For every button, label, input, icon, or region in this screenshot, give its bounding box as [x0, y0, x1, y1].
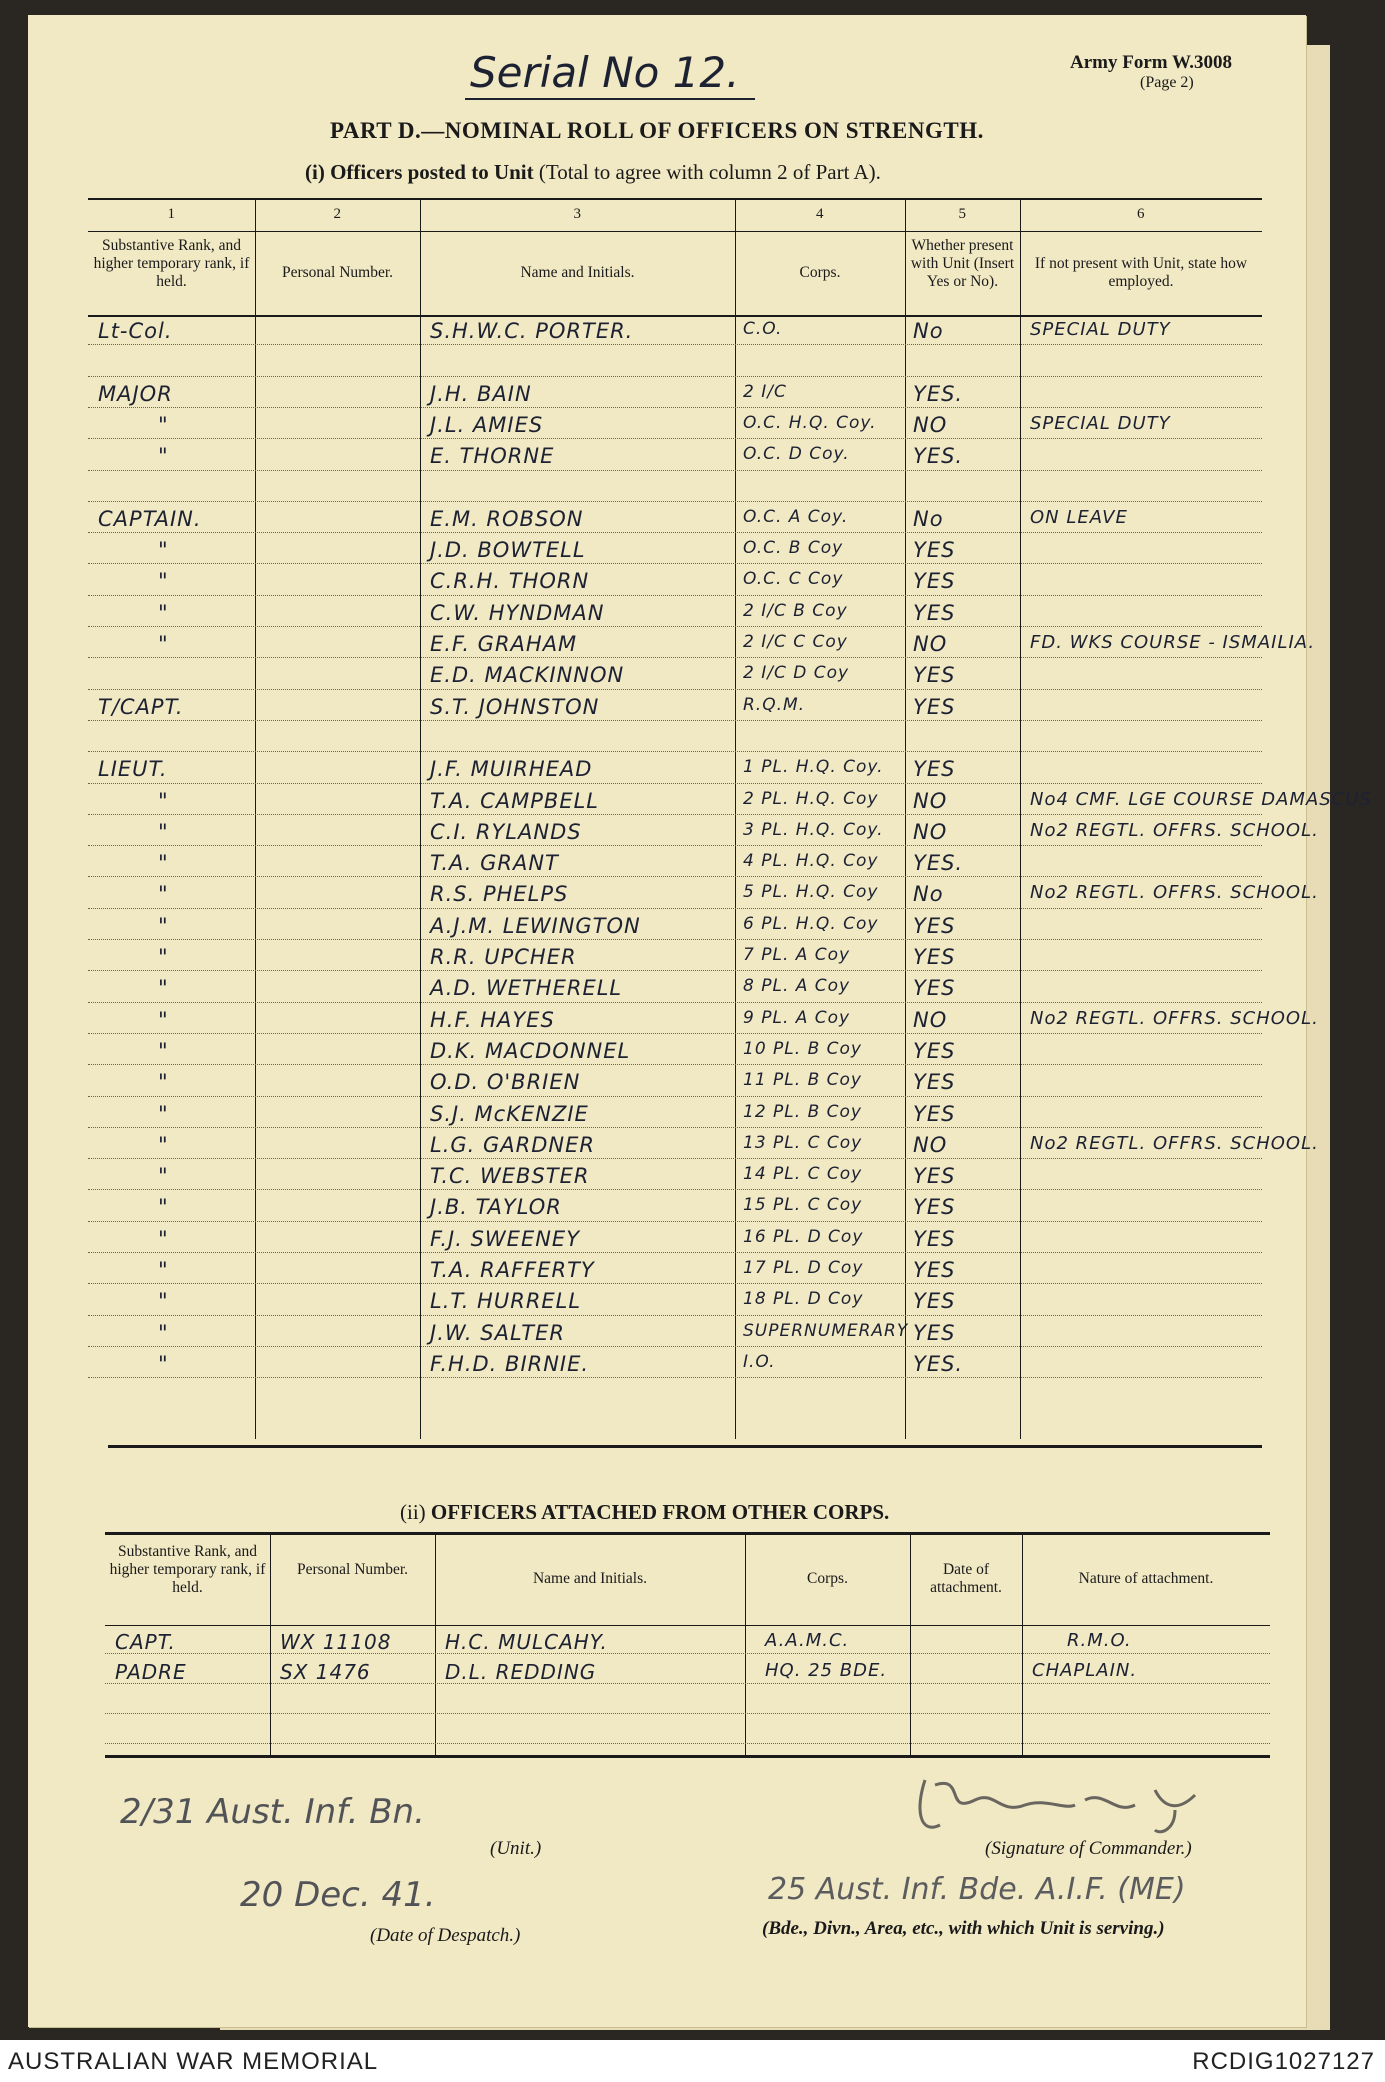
cell-present: YES: [913, 1070, 956, 1095]
cell-name: A.D. WETHERELL: [430, 976, 623, 1001]
cell-corps: 5 PL. H.Q. Coy: [743, 882, 879, 903]
cell-name: T.A. CAMPBELL: [430, 788, 600, 813]
column-number: 2: [333, 206, 341, 222]
cell-rank: ": [158, 632, 169, 656]
cell-employed: FD. WKS COURSE - ISMAILIA.: [1030, 632, 1316, 653]
cell-name: J.F. MUIRHEAD: [430, 757, 593, 782]
cell-name: H.F. HAYES: [430, 1007, 555, 1032]
part-ii-heading: OFFICERS ATTACHED FROM OTHER CORPS.: [430, 1500, 890, 1524]
table-bottom-rule: [108, 1445, 1262, 1448]
column-number: 5: [958, 206, 966, 222]
row-dotted-rule: [88, 344, 1262, 345]
cell-name: S.J. McKENZIE: [430, 1101, 589, 1126]
row-dotted-rule: [88, 845, 1262, 846]
column-number: 1: [167, 206, 175, 222]
part-ii-prefix: (ii): [400, 1500, 426, 1524]
row-dotted-rule: [88, 1252, 1262, 1253]
archive-name: AUSTRALIAN WAR MEMORIAL: [8, 2048, 379, 2075]
cell-name: L.T. HURRELL: [430, 1289, 582, 1314]
cell-rank: ": [158, 1195, 169, 1220]
cell-present: YES: [913, 913, 956, 938]
cell-rank: Lt-Col.: [98, 319, 173, 343]
cell-name: C.I. RYLANDS: [430, 819, 582, 844]
cell-present: NO: [913, 1007, 948, 1032]
column-number-rule: [88, 231, 1262, 232]
cell-corps: SUPERNUMERARY: [743, 1320, 909, 1341]
serial-underline: [465, 98, 755, 100]
cell-employed: No2 REGTL. OFFRS. SCHOOL.: [1030, 819, 1319, 841]
cell-corps: 12 PL. B Coy: [743, 1101, 862, 1122]
cell-corps: 6 PL. H.Q. Coy: [743, 913, 879, 934]
despatch-date-value: 20 Dec. 41.: [240, 1875, 436, 1915]
cell-employed: SPECIAL DUTY: [1030, 319, 1171, 340]
cell-present: YES: [913, 600, 956, 625]
cell-rank: ": [158, 1258, 169, 1282]
cell-present: No: [913, 882, 944, 907]
cell-rank: ": [158, 600, 169, 625]
row-dotted-rule: [88, 1158, 1262, 1159]
row-dotted-rule: [88, 1064, 1262, 1065]
despatch-date-label: (Date of Despatch.): [370, 1925, 521, 1946]
cell-rank: ": [158, 1007, 169, 1032]
column-header: Substantive Rank, and higher temporary rank, if held.: [93, 237, 250, 290]
cell-employed: No2 REGTL. OFFRS. SCHOOL.: [1030, 882, 1319, 904]
cell-corps: 16 PL. D Coy: [743, 1226, 864, 1247]
row-dotted-rule: [88, 626, 1262, 627]
army-form-number: Army Form W.3008: [1070, 52, 1233, 73]
cell-corps: 10 PL. B Coy: [743, 1038, 862, 1059]
cell-corps: 2 I/C D Coy: [743, 663, 850, 684]
brigade-label: (Bde., Divn., Area, etc., with which Unit is serving.): [762, 1918, 1165, 1939]
cell-corps: 2 I/C: [743, 381, 787, 402]
part-d-title: PART D.—NOMINAL ROLL OF OFFICERS ON STRENGTH.: [330, 118, 984, 143]
cell-name: J.L. AMIES: [430, 412, 544, 437]
column-header: Name and Initials.: [532, 1569, 648, 1587]
column-divider: [435, 1532, 436, 1755]
cell-corps: A.A.M.C.: [765, 1630, 850, 1651]
cell-corps: 9 PL. A Coy: [743, 1007, 851, 1028]
row-dotted-rule: [88, 595, 1262, 596]
column-divider: [910, 1532, 911, 1755]
column-divider: [745, 1532, 746, 1755]
column-number: 3: [573, 206, 581, 222]
row-dotted-rule: [88, 720, 1262, 721]
cell-rank: ": [158, 1132, 169, 1157]
row-dotted-rule: [88, 814, 1262, 815]
row-dotted-rule: [88, 876, 1262, 877]
cell-corps: O.C. C Coy: [743, 569, 844, 590]
cell-present: YES: [913, 976, 956, 1001]
cell-present: YES: [913, 1289, 956, 1314]
cell-employed: No2 REGTL. OFFRS. SCHOOL.: [1030, 1007, 1319, 1029]
cell-rank: CAPTAIN.: [98, 506, 202, 531]
cell-corps: 4 PL. H.Q. Coy: [743, 851, 879, 872]
row-dotted-rule: [105, 1743, 1270, 1744]
cell-name: C.R.H. THORN: [430, 569, 590, 594]
column-header: Personal Number.: [281, 264, 394, 281]
subtitle-rest: (Total to agree with column 2 of Part A).: [533, 160, 881, 184]
cell-rank: ": [158, 1351, 169, 1376]
column-divider: [420, 198, 421, 1439]
row-dotted-rule: [88, 1189, 1262, 1190]
row-dotted-rule: [88, 532, 1262, 533]
cell-name: R.S. PHELPS: [430, 882, 569, 907]
part-d-subtitle: [305, 160, 881, 185]
row-dotted-rule: [88, 970, 1262, 971]
row-dotted-rule: [88, 407, 1262, 408]
cell-rank: MAJOR: [98, 381, 173, 406]
cell-corps: C.O.: [743, 319, 783, 339]
cell-name: A.J.M. LEWINGTON: [430, 913, 641, 938]
cell-rank: ": [158, 444, 169, 469]
unit-label: (Unit.): [490, 1838, 542, 1859]
form-page-number: (Page 2): [1140, 74, 1194, 91]
cell-name: H.C. MULCAHY.: [445, 1630, 608, 1654]
cell-corps: 3 PL. H.Q. Coy.: [743, 819, 884, 840]
cell-present: No: [913, 506, 944, 531]
cell-name: D.L. REDDING: [445, 1660, 597, 1684]
cell-corps: 8 PL. A Coy: [743, 976, 851, 997]
cell-rank: ": [158, 412, 169, 437]
cell-rank: ": [158, 976, 169, 1001]
column-header: Personal Number.: [296, 1560, 409, 1578]
row-dotted-rule: [88, 1096, 1262, 1097]
row-dotted-rule: [88, 1283, 1262, 1284]
row-dotted-rule: [88, 908, 1262, 909]
row-dotted-rule: [88, 657, 1262, 658]
column-divider: [1020, 198, 1021, 1439]
cell-rank: ": [158, 1164, 169, 1189]
cell-present: YES: [913, 1101, 956, 1126]
cell-corps: 11 PL. B Coy: [743, 1070, 862, 1091]
cell-present: YES: [913, 663, 956, 688]
row-dotted-rule: [88, 563, 1262, 564]
cell-rank: ": [158, 538, 169, 563]
cell-rank: ": [158, 1226, 169, 1251]
row-dotted-rule: [88, 1002, 1262, 1003]
column-header: Whether present with Unit (Insert Yes or No).: [910, 237, 1015, 290]
serial-number: Serial No 12.: [470, 48, 740, 97]
cell-rank: ": [158, 1101, 169, 1126]
row-dotted-rule: [88, 939, 1262, 940]
cell-nature: R.M.O.: [1067, 1630, 1132, 1651]
cell-present: YES.: [913, 1351, 964, 1376]
cell-present: YES: [913, 1038, 956, 1063]
part-ii-title: [400, 1500, 889, 1525]
table-top-rule: [105, 1532, 1270, 1535]
cell-name: T.C. WEBSTER: [430, 1164, 590, 1189]
cell-rank: ": [158, 851, 169, 876]
cell-employed: No2 REGTL. OFFRS. SCHOOL.: [1030, 1132, 1319, 1154]
cell-rank: ": [158, 945, 169, 969]
cell-corps: O.C. B Coy: [743, 538, 844, 559]
row-dotted-rule: [88, 1221, 1262, 1222]
cell-name: O.D. O'BRIEN: [430, 1070, 581, 1095]
cell-rank: ": [158, 1289, 169, 1314]
column-header: Name and Initials.: [520, 264, 635, 281]
table-bottom-rule: [105, 1755, 1270, 1758]
cell-name: E. THORNE: [430, 444, 555, 469]
cell-present: YES.: [913, 444, 964, 469]
cell-employed: ON LEAVE: [1030, 506, 1128, 528]
table-top-rule: [88, 198, 1262, 200]
archive-id: RCDIG1027127: [1192, 2048, 1375, 2075]
cell-rank: ": [158, 569, 169, 594]
cell-present: NO: [913, 788, 948, 813]
cell-rank: LIEUT.: [98, 757, 168, 782]
cell-name: E.F. GRAHAM: [430, 632, 578, 656]
cell-name: J.H. BAIN: [430, 381, 532, 406]
cell-rank: ": [158, 882, 169, 907]
row-dotted-rule: [88, 501, 1262, 502]
cell-rank: ": [158, 819, 169, 844]
cell-present: YES: [913, 757, 956, 782]
brigade-value: 25 Aust. Inf. Bde. A.I.F. (ME): [768, 1872, 1186, 1907]
cell-corps: O.C. D Coy.: [743, 444, 850, 465]
cell-corps: I.O.: [743, 1351, 776, 1372]
cell-employed: SPECIAL DUTY: [1030, 412, 1171, 434]
cell-rank: PADRE: [115, 1660, 187, 1684]
commander-signature: [905, 1770, 1225, 1840]
row-dotted-rule: [88, 1346, 1262, 1347]
cell-corps: 7 PL. A Coy: [743, 945, 851, 965]
cell-corps: 1 PL. H.Q. Coy.: [743, 757, 884, 778]
cell-corps: O.C. H.Q. Coy.: [743, 412, 877, 433]
cell-corps: 17 PL. D Coy: [743, 1258, 864, 1278]
cell-present: YES: [913, 538, 956, 563]
cell-corps: 13 PL. C Coy: [743, 1132, 863, 1153]
cell-number: SX 1476: [280, 1660, 371, 1684]
cell-name: F.H.D. BIRNIE.: [430, 1351, 590, 1376]
cell-corps: 2 I/C C Coy: [743, 632, 848, 652]
row-dotted-rule: [88, 1315, 1262, 1316]
column-header: Substantive Rank, and higher temporary rank, if held.: [109, 1542, 266, 1596]
row-dotted-rule: [88, 783, 1262, 784]
cell-nature: CHAPLAIN.: [1032, 1660, 1138, 1681]
column-header: Nature of attachment.: [1078, 1569, 1214, 1587]
cell-name: T.A. RAFFERTY: [430, 1258, 595, 1282]
column-number: 4: [816, 206, 824, 222]
cell-name: J.D. BOWTELL: [430, 538, 586, 563]
cell-name: J.W. SALTER: [430, 1320, 565, 1345]
cell-name: J.B. TAYLOR: [430, 1195, 562, 1220]
header-bottom-rule: [105, 1625, 1270, 1626]
row-dotted-rule: [88, 438, 1262, 439]
cell-present: YES: [913, 1258, 956, 1282]
cell-present: YES: [913, 1195, 956, 1220]
cell-employed: No4 CMF. LGE COURSE DAMASCUS: [1030, 788, 1372, 810]
column-header: Corps.: [807, 1569, 848, 1587]
row-dotted-rule: [105, 1713, 1270, 1714]
row-dotted-rule: [88, 1127, 1262, 1128]
cell-rank: CAPT.: [115, 1630, 176, 1654]
cell-name: S.T. JOHNSTON: [430, 694, 600, 719]
cell-present: YES.: [913, 381, 964, 406]
unit-value: 2/31 Aust. Inf. Bn.: [120, 1792, 425, 1832]
cell-corps: 14 PL. C Coy: [743, 1164, 863, 1185]
cell-rank: ": [158, 1070, 169, 1095]
cell-present: YES: [913, 1320, 956, 1345]
row-dotted-rule: [88, 1377, 1262, 1378]
cell-number: WX 11108: [280, 1630, 392, 1654]
cell-name: S.H.W.C. PORTER.: [430, 319, 634, 343]
cell-name: C.W. HYNDMAN: [430, 600, 605, 625]
column-divider: [905, 198, 906, 1439]
cell-name: T.A. GRANT: [430, 851, 559, 876]
row-dotted-rule: [88, 470, 1262, 471]
cell-rank: ": [158, 788, 169, 813]
cell-name: L.G. GARDNER: [430, 1132, 595, 1157]
row-dotted-rule: [88, 751, 1262, 752]
cell-present: NO: [913, 1132, 948, 1157]
cell-corps: 15 PL. C Coy: [743, 1195, 863, 1216]
cell-present: YES: [913, 945, 956, 969]
cell-corps: R.Q.M.: [743, 694, 806, 715]
row-dotted-rule: [88, 1033, 1262, 1034]
row-dotted-rule: [88, 376, 1262, 377]
subtitle-bold: (i) Officers posted to Unit: [305, 160, 534, 184]
header-bottom-rule: [88, 315, 1262, 317]
cell-present: YES.: [913, 851, 964, 876]
cell-corps: O.C. A Coy.: [743, 506, 849, 527]
cell-present: NO: [913, 819, 948, 844]
signature-label: (Signature of Commander.): [985, 1838, 1192, 1859]
cell-present: YES: [913, 1164, 956, 1189]
column-header: Corps.: [799, 264, 841, 281]
column-divider: [255, 198, 256, 1439]
column-divider: [270, 1532, 271, 1755]
cell-present: NO: [913, 412, 948, 437]
column-divider: [735, 198, 736, 1439]
cell-name: R.R. UPCHER: [430, 945, 577, 969]
cell-name: F.J. SWEENEY: [430, 1226, 581, 1251]
column-number: 6: [1137, 206, 1145, 222]
cell-corps: 2 PL. H.Q. Coy: [743, 788, 879, 809]
cell-name: D.K. MACDONNEL: [430, 1038, 631, 1063]
row-dotted-rule: [88, 689, 1262, 690]
cell-present: YES: [913, 1226, 956, 1251]
column-divider: [1022, 1532, 1023, 1755]
cell-rank: ": [158, 1038, 169, 1063]
column-header: If not present with Unit, state how employed.: [1034, 255, 1248, 290]
cell-present: YES: [913, 694, 956, 719]
cell-corps: HQ. 25 BDE.: [765, 1660, 888, 1681]
cell-corps: 18 PL. D Coy: [743, 1289, 864, 1310]
cell-name: E.D. MACKINNON: [430, 663, 625, 688]
cell-present: No: [913, 319, 944, 343]
cell-rank: ": [158, 1320, 169, 1345]
cell-rank: ": [158, 913, 169, 938]
cell-corps: 2 I/C B Coy: [743, 600, 848, 621]
cell-rank: T/CAPT.: [98, 694, 184, 719]
cell-present: NO: [913, 632, 948, 656]
cell-present: YES: [913, 569, 956, 594]
cell-name: E.M. ROBSON: [430, 506, 584, 531]
column-header: Date of attachment.: [930, 1560, 1002, 1596]
